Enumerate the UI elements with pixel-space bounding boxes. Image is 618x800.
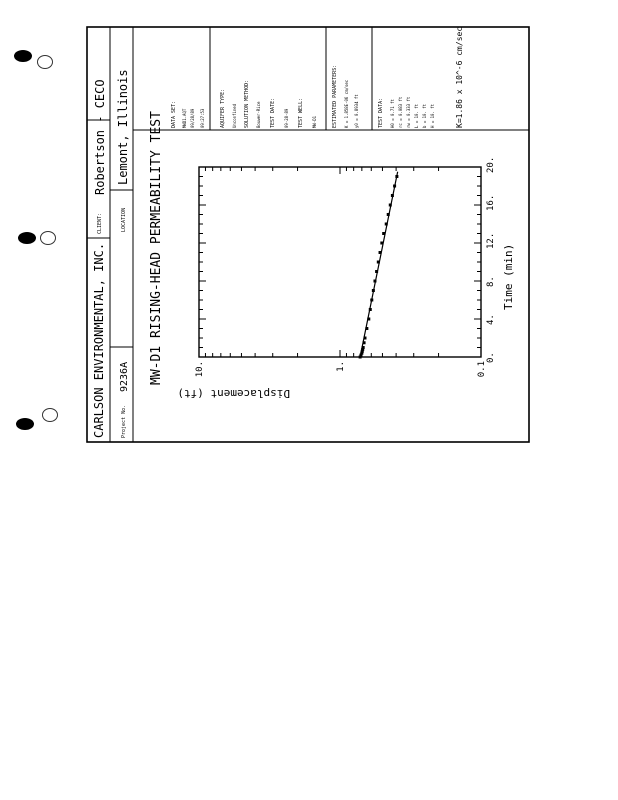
y-tick-label: 10. [195, 361, 205, 378]
result-annotation: K=1.86 x 10^-6 cm/sec [455, 26, 464, 128]
x-tick-label: 0. [486, 352, 496, 363]
test-data-line: H = 10. ft [430, 103, 435, 128]
estimated-param: K = 1.858E-06 cm/sec [344, 79, 349, 128]
data-point [382, 232, 385, 235]
displacement-chart [177, 157, 515, 400]
data-point [367, 318, 370, 321]
company-name: CARLSON ENVIRONMENTAL, INC. [92, 242, 106, 438]
aquifer-type: Unconfined [232, 103, 237, 128]
x-tick-label: 16. [486, 194, 496, 211]
data-set-line: MWD1.AQT [182, 108, 187, 128]
test-data-line: L = 10. ft [414, 103, 419, 128]
data-point [385, 223, 388, 226]
data-point [369, 308, 372, 311]
data-set-lines [182, 108, 195, 128]
data-set-heading: DATA SET: [171, 100, 177, 128]
test-data-line: rw = 0.333 ft [406, 96, 411, 128]
test-well-label: TEST WELL: [298, 97, 304, 128]
x-tick-label: 20. [486, 156, 496, 173]
x-tick-group [199, 157, 496, 363]
location-value: Lemont, Illinois [116, 69, 130, 185]
data-point [362, 346, 365, 349]
aquifer-type-label: AQUIFER TYPE: [220, 88, 226, 128]
data-point [363, 341, 366, 344]
data-point [370, 299, 373, 302]
y-tick-group [195, 167, 487, 377]
project-number: 9236A [119, 361, 130, 392]
data-point [379, 251, 382, 254]
report-title: MW-D1 RISING-HEAD PERMEABILITY TEST [149, 111, 164, 385]
test-data-line: rc = 0.083 ft [398, 96, 403, 128]
data-marks [359, 172, 399, 359]
test-well: MW-D1 [312, 115, 317, 128]
y-axis-label: Displacement (ft) [177, 387, 290, 400]
data-point [373, 280, 376, 283]
data-point [395, 175, 398, 178]
y-tick-label: 0.1 [477, 361, 487, 378]
test-data-line: b = 10. ft [422, 103, 427, 128]
x-tick-label: 8. [486, 276, 496, 287]
location-label: LOCATION [121, 207, 127, 232]
client-name: Robertson - CECO [93, 79, 107, 195]
project-label: Project No. [121, 404, 127, 438]
data-point [375, 270, 378, 273]
test-data-heading: TEST DATA: [378, 97, 384, 128]
data-set-line: 09/28/89 [190, 108, 195, 128]
data-point [380, 242, 383, 245]
y-tick-label: 1. [336, 361, 346, 372]
estimated-param: y0 = 0.8934 ft [354, 94, 359, 128]
data-point [389, 204, 392, 207]
data-set-time: 09:27:53 [200, 108, 205, 128]
solution-value: Bouwer-Rice [256, 101, 261, 128]
client-label: CLIENT: [97, 212, 103, 234]
test-date-label: TEST DATE: [270, 97, 276, 128]
data-point [365, 327, 368, 330]
x-tick-label: 4. [486, 314, 496, 325]
plot-frame [199, 167, 481, 357]
data-point [377, 261, 380, 264]
data-point [391, 194, 394, 197]
data-point [393, 185, 396, 188]
data-point [363, 337, 366, 340]
solution-label: SOLUTION METHOD: [244, 79, 250, 128]
x-tick-label: 12. [486, 232, 496, 249]
data-point [387, 213, 390, 216]
estimated-params-heading: ESTIMATED PARAMETERS: [332, 64, 338, 128]
x-axis-label: Time (min) [502, 243, 515, 310]
data-point [372, 289, 375, 292]
test-date: 09-28-89 [284, 108, 289, 128]
test-data-line: H0 = 0.71 ft [390, 99, 395, 128]
